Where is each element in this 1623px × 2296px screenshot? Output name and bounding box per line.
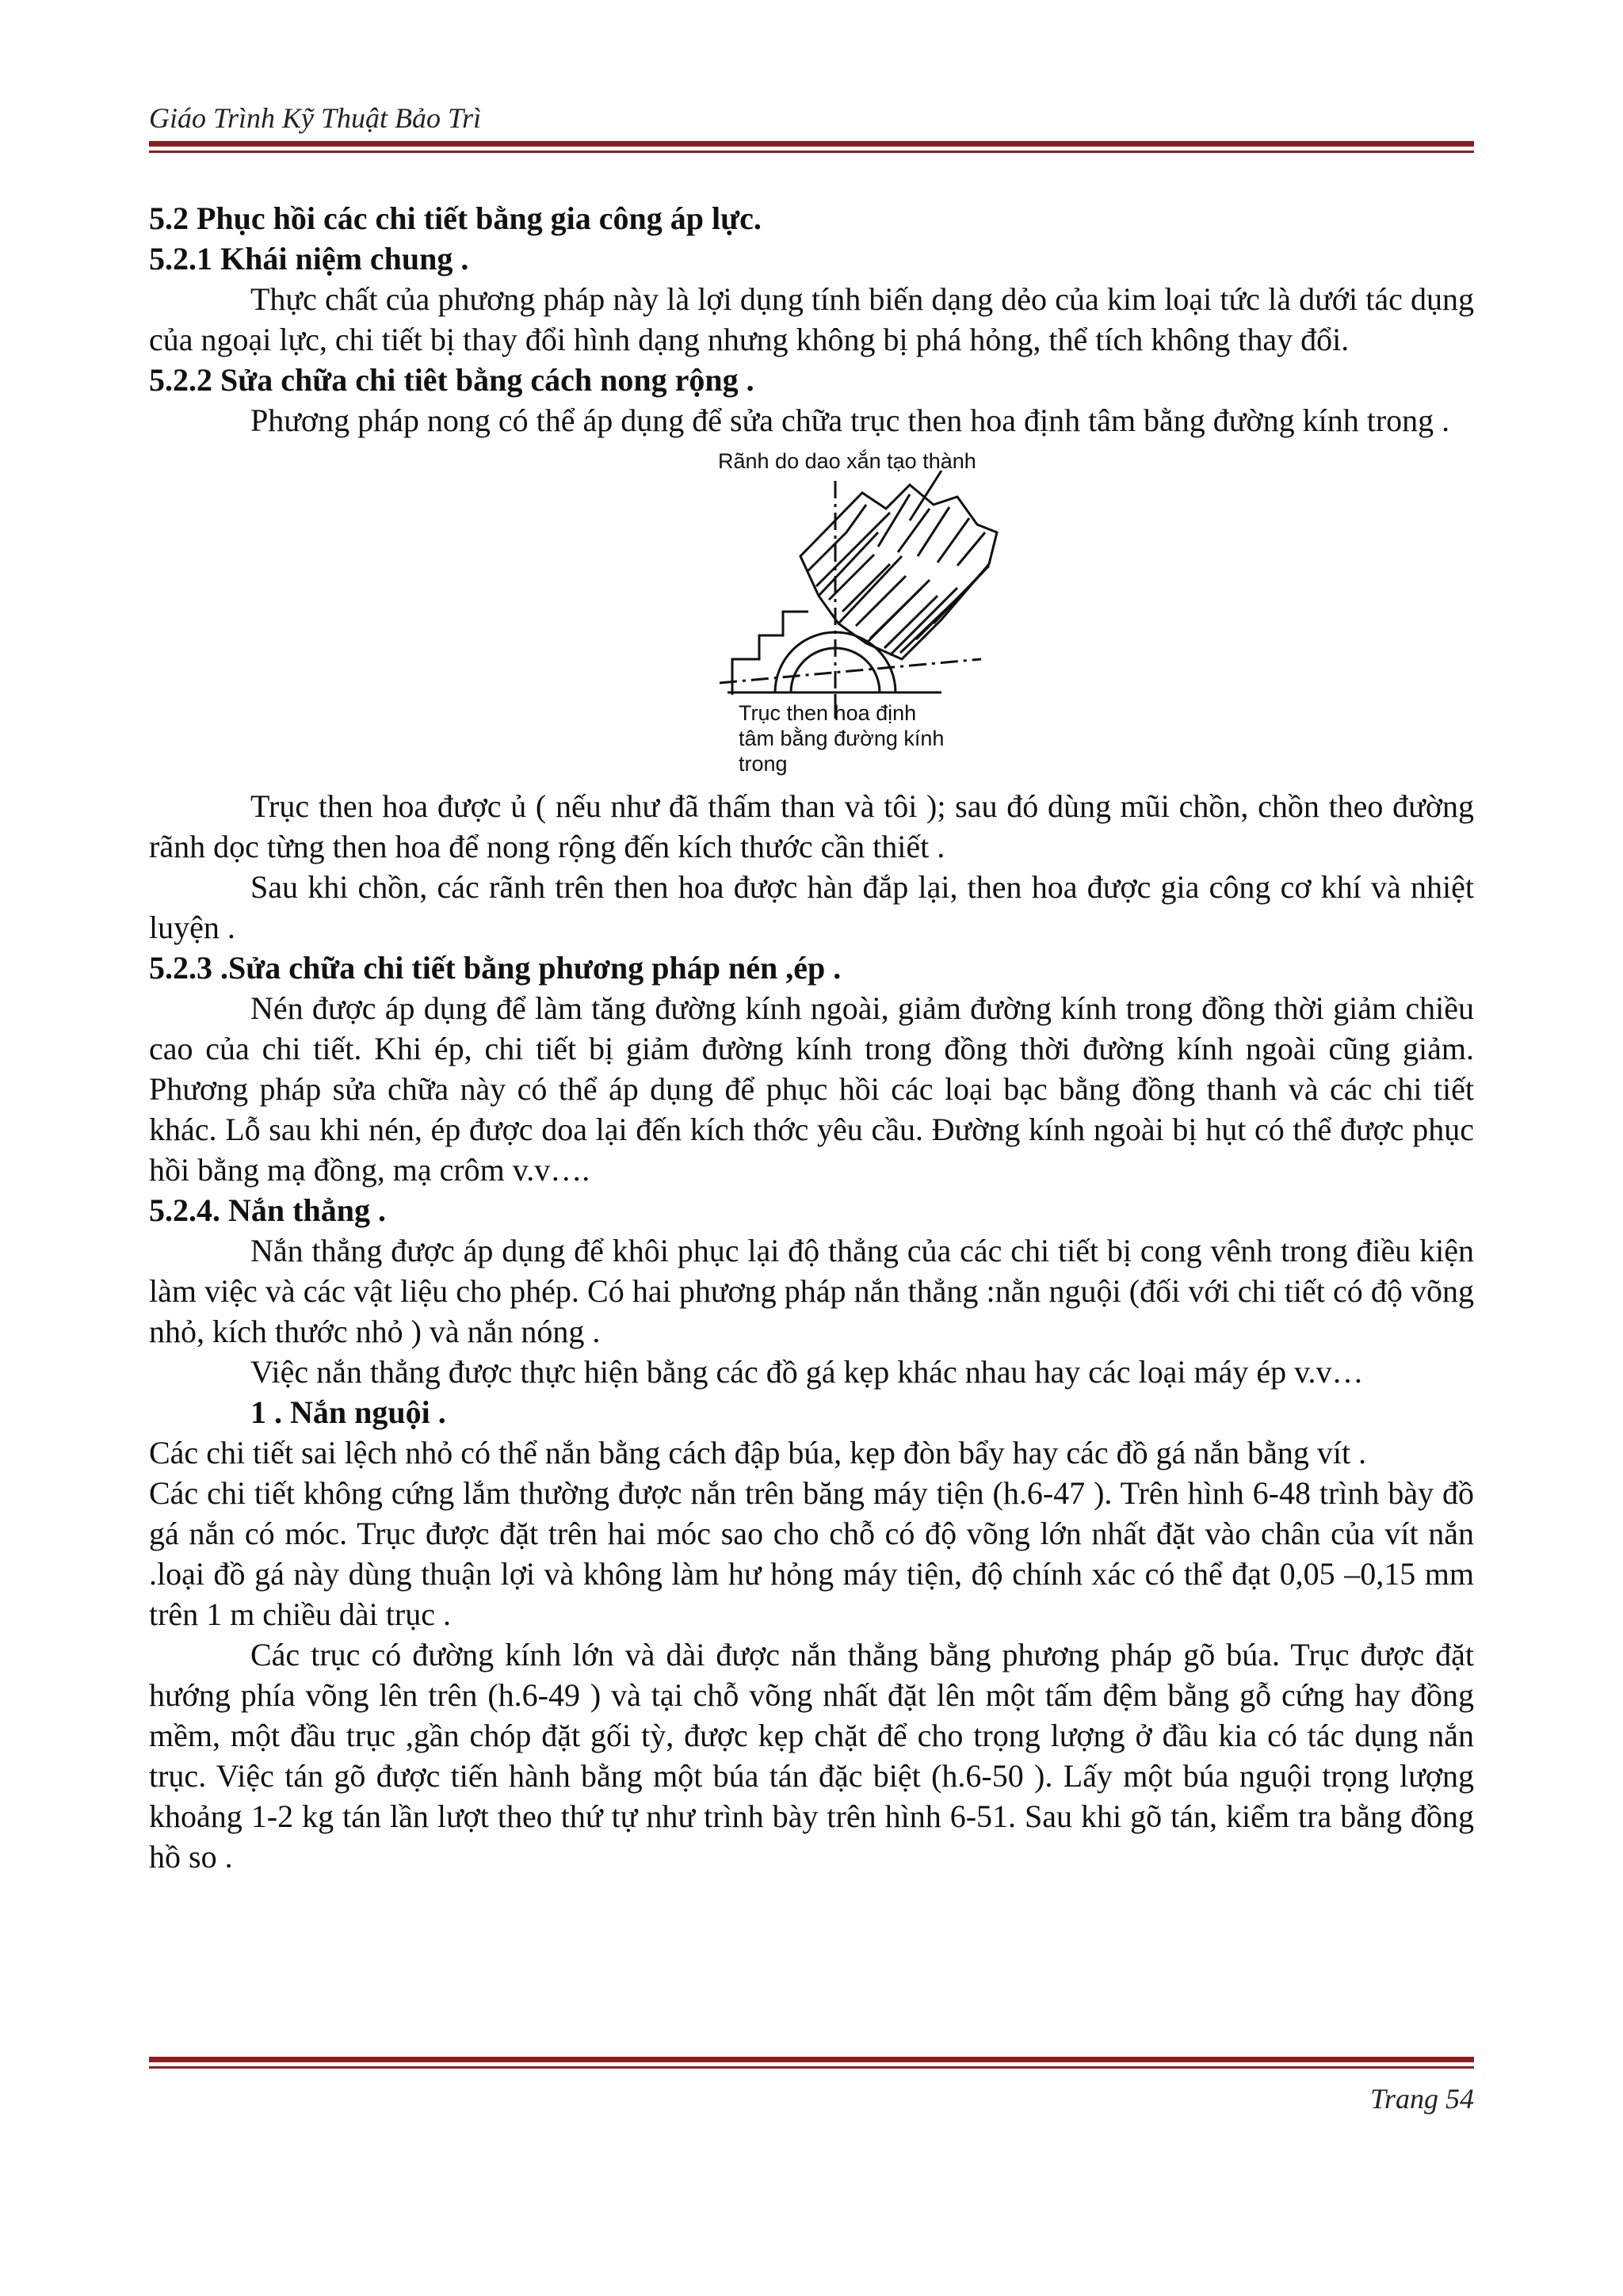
figure-label-bottom-3: trong: [739, 752, 788, 776]
header-rule-thick: [149, 141, 1474, 147]
section-5-2-3-title: 5.2.3 .Sửa chữa chi tiết bằng phương pháp nén ,ép .: [149, 950, 842, 986]
paragraph: Trục then hoa được ủ ( nếu như đã thấm than và tôi ); sau đó dùng mũi chồn, chồn theo đường rãnh dọc từng then hoa để nong rộng đến kích thước cần thiết .: [149, 788, 1474, 864]
paragraph: Các chi tiết sai lệch nhỏ có thể nắn bằng cách đập búa, kẹp đòn bẩy hay các đồ gá nắn bằng vít .: [149, 1435, 1367, 1470]
header-rule-thin: [149, 151, 1474, 153]
body-text: [149, 198, 1474, 1877]
footer-rule-thick: [149, 2057, 1474, 2062]
paragraph: Các trục có đường kính lớn và dài được nắn thẳng bằng phương pháp gõ búa. Trục được đặt hướng phía võng lên trên (h.6-49 ) và tại chỗ võng nhất đặt lên một tấm đệm bằng gỗ cứng hay đồng mềm, một đầu trục ,gần chóp đặt gối tỳ, được kẹp chặt để cho trọng lượng ở đầu kia có tác dụng nắn trục. Việc tán gõ được tiến hành bằng một búa tán đặc biệt (h.6-50 ). Lấy một búa nguội trọng lượng khoảng 1-2 kg tán lần lượt theo thứ tự như trình bày trên hình 6-51. Sau khi gõ tán, kiểm tra bằng đồng hồ so .: [149, 1637, 1474, 1875]
paragraph: Sau khi chồn, các rãnh trên then hoa được hàn đắp lại, then hoa được gia công cơ khí và nhiệt luyện .: [149, 869, 1474, 945]
paragraph: Nắn thẳng được áp dụng để khôi phục lại độ thẳng của các chi tiết bị cong vênh trong điều kiện làm việc và các vật liệu cho phép. Có hai phương pháp nắn thẳng :nằn nguội (đối với chi tiết có độ võng nhỏ, kích thước nhỏ ) và nắn nóng .: [149, 1233, 1474, 1349]
figure-label-top: Rãnh do dao xắn tạo thành: [718, 449, 976, 473]
spline-shaft-figure: [149, 445, 1474, 786]
paragraph: Việc nắn thẳng được thực hiện bằng các đồ gá kẹp khác nhau hay các loại máy ép v.v…: [250, 1354, 1364, 1390]
paragraph: Phương pháp nong có thể áp dụng để sửa chữa trục then hoa định tâm bằng đường kính trong .: [250, 402, 1450, 438]
paragraph: Nén được áp dụng để làm tăng đường kính ngoài, giảm đường kính trong đồng thời giảm chiều cao của chi tiết. Khi ép, chi tiết bị giảm đường kính trong đồng thời đường kính ngoài cũng giảm. Phương pháp sửa chữa này có thể áp dụng để phục hồi các loại bạc bằng đồng thanh và các chi tiết khác. Lỗ sau khi nén, ép được doa lại đến kích thớc yêu cầu. Đường kính ngoài bị hụt có thể được phục hồi bằng mạ đồng, mạ crôm v.v….: [149, 990, 1474, 1188]
subsection-nan-nguoi-title: 1 . Nắn nguội .: [250, 1394, 446, 1430]
section-5-2-4-title: 5.2.4. Nắn thẳng .: [149, 1192, 386, 1228]
section-5-2-title: 5.2 Phục hồi các chi tiết bằng gia công áp lực.: [149, 200, 762, 236]
figure-label-bottom-2: tâm bằng đường kính: [739, 727, 945, 750]
paragraph: Các chi tiết không cứng lắm thường được nắn trên băng máy tiện (h.6-47 ). Trên hình 6-48 trình bày đồ gá nắn có móc. Trục được đặt trên hai móc sao cho chỗ có độ võng lớn nhất đặt vào chân của vít nắn .loại đồ gá này dùng thuận lợi và không làm hư hỏng máy tiện, độ chính xác có thể đạt 0,05 –0,15 mm trên 1 m chiều dài trục .: [149, 1475, 1474, 1632]
header-title: Giáo Trình Kỹ Thuật Bảo Trì: [149, 102, 482, 134]
paragraph: Thực chất của phương pháp này là lợi dụng tính biến dạng dẻo của kim loại tức là dưới tác dụng của ngoại lực, chi tiết bị thay đổi hình dạng nhưng không bị phá hỏng, thể tích không thay đổi.: [149, 281, 1474, 357]
footer-rule-thin: [149, 2066, 1474, 2069]
page-number: Trang 54: [1369, 2083, 1474, 2115]
section-5-2-1-title: 5.2.1 Khái niệm chung .: [149, 241, 469, 277]
section-5-2-2-title: 5.2.2 Sửa chữa chi tiêt bằng cách nong rộng .: [149, 362, 754, 398]
figure-label-bottom-1: Trục then hoa định: [739, 701, 917, 725]
